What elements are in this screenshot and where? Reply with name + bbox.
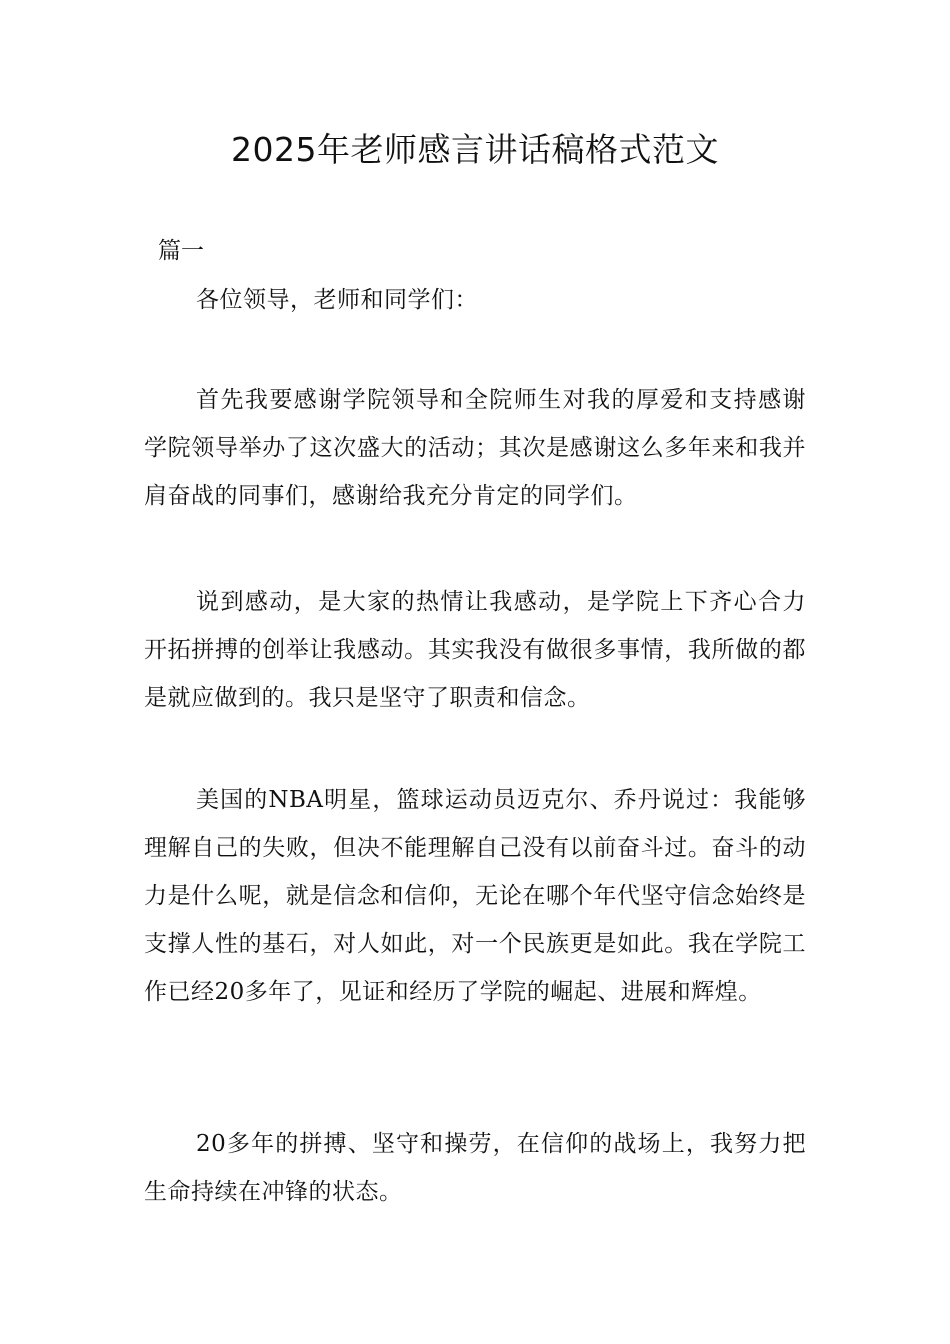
paragraph: 首先我要感谢学院领导和全院师生对我的厚爱和支持感谢学院领导举办了这次盛大的活动；其次是感谢这么多年来和我并肩奋战的同事们，感谢给我充分肯定的同学们。 — [144, 387, 806, 509]
document-title: 2025年老师感言讲话稿格式范文 — [231, 130, 719, 169]
greeting-line: 各位领导，老师和同学们： — [196, 287, 478, 313]
paragraph: 美国的NBA明星，篮球运动员迈克尔、乔丹说过：我能够理解自己的失败，但决不能理解自己没有以前奋斗过。奋斗的动力是什么呢，就是信念和信仰，无论在哪个年代坚守信念始终是支撑人性的基石，对人如此，对一个民族更是如此。我在学院工作已经20多年了，见证和经历了学院的崛起、进展和辉煌。 — [144, 787, 806, 1005]
paragraph: 20多年的拼搏、坚守和操劳，在信仰的战场上，我努力把生命持续在冲锋的状态。 — [144, 1131, 806, 1205]
paragraph: 说到感动，是大家的热情让我感动，是学院上下齐心合力开拓拼搏的创举让我感动。其实我没有做很多事情，我所做的都是就应做到的。我只是坚守了职责和信念。 — [144, 589, 806, 711]
section-label: 篇一 — [158, 238, 204, 264]
